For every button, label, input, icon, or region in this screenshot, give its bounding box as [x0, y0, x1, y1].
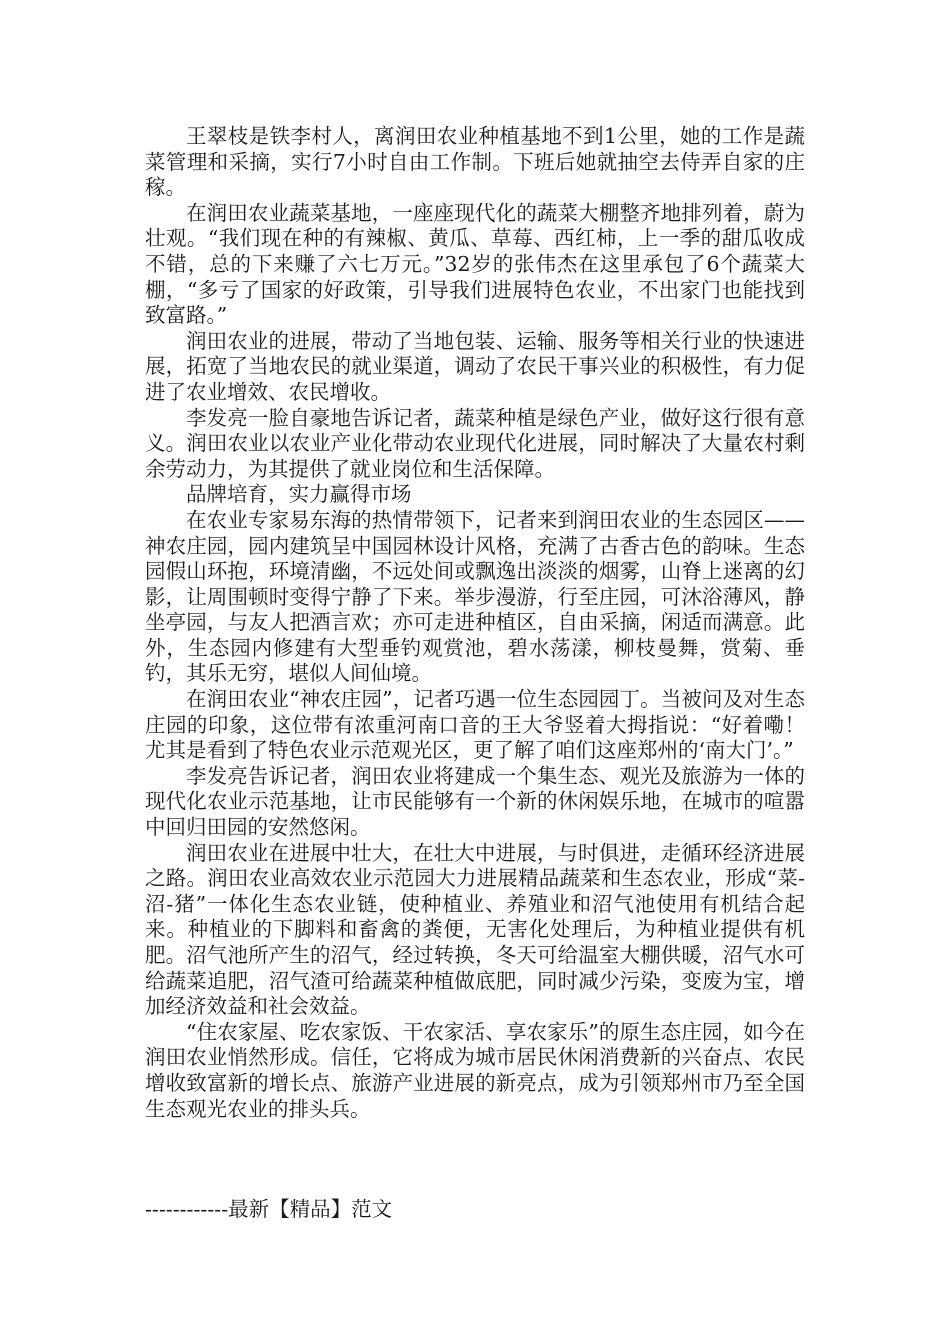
paragraph: 在润田农业蔬菜基地，一座座现代化的蔬菜大棚整齐地排列着，蔚为壮观。“我们现在种的有辣椒、黄瓜、草莓、西红柿，上一季的甜瓜收成不错，总的下来赚了六七万元。”32岁的张伟杰在这里承包了6个蔬菜大棚，“多亏了国家的好政策，引导我们进展特色农业，不出家门也能找到致富路。” [145, 200, 805, 328]
paragraph: 李发亮告诉记者，润田农业将建成一个集生态、观光及旅游为一体的现代化农业示范基地，让市民能够有一个新的休闲娱乐地，在城市的喧嚣中回归田园的安然悠闲。 [145, 763, 805, 840]
article-body [145, 124, 805, 1122]
paragraph: “住农家屋、吃农家饭、干农家活、享农家乐”的原生态庄园，如今在润田农业悄然形成。信任，它将成为城市居民休闲消费新的兴奋点、农民增收致富新的增长点、旅游产业进展的新亮点，成为引领郑州市乃至全国生态观光农业的排头兵。 [145, 1019, 805, 1121]
paragraph: 润田农业的进展，带动了当地包装、运输、服务等相关行业的快速进展，拓宽了当地农民的就业渠道，调动了农民干事兴业的积极性，有力促进了农业增效、农民增收。 [145, 328, 805, 404]
paragraph: 在农业专家易东海的热情带领下，记者来到润田农业的生态园区——神农庄园，园内建筑呈中国园林设计风格，充满了古香古色的韵味。生态园假山环抱，环境清幽，不远处间或飘逸出淡淡的烟雾，山脊上迷离的幻影，让周围顿时变得宁静了下来。举步漫游，行至庄园，可沐浴薄风，静坐亭园，与友人把酒言欢；亦可走进种植区，自由采摘，闲适而满意。此外，生态园内修建有大型垂钓观赏池，碧水荡漾，柳枝曼舞，赏菊、垂钓，其乐无穷，堪似人间仙境。 [145, 507, 805, 686]
section-heading: 品牌培育，实力赢得市场 [186, 482, 412, 507]
paragraph: 李发亮一脸自豪地告诉记者，蔬菜种植是绿色产业，做好这行很有意义。润田农业以农业产业化带动农业现代化进展，同时解决了大量农村剩余劳动力，为其提供了就业岗位和生活保障。 [145, 405, 805, 481]
footer-tagline: ------------最新【精品】范文 [145, 1197, 393, 1221]
paragraph: 在润田农业“神农庄园”，记者巧遇一位生态园园丁。当被问及对生态庄园的印象，这位带有浓重河南口音的王大爷竖着大拇指说：“好着嘞！尤其是看到了特色农业示范观光区，更了解了咱们这座郑州的‘南大门’。” [145, 687, 805, 763]
paragraph: 王翠枝是铁李村人，离润田农业种植基地不到1公里，她的工作是蔬菜管理和采摘，实行7小时自由工作制。下班后她就抽空去侍弄自家的庄稼。 [145, 124, 805, 200]
paragraph: 润田农业在进展中壮大，在壮大中进展，与时俱进，走循环经济进展之路。润田农业高效农业示范园大力进展精品蔬菜和生态农业，形成“菜-沼-猪”一体化生态农业链，使种植业、养殖业和沼气池使用有机结合起来。种植业的下脚料和畜禽的粪便，无害化处理后，为种植业提供有机肥。沼气池所产生的沼气，经过转换，冬天可给温室大棚供暖，沼气水可给蔬菜追肥，沼气渣可给蔬菜种植做底肥，同时减少污染，变废为宝，增加经济效益和社会效益。 [145, 840, 805, 1019]
